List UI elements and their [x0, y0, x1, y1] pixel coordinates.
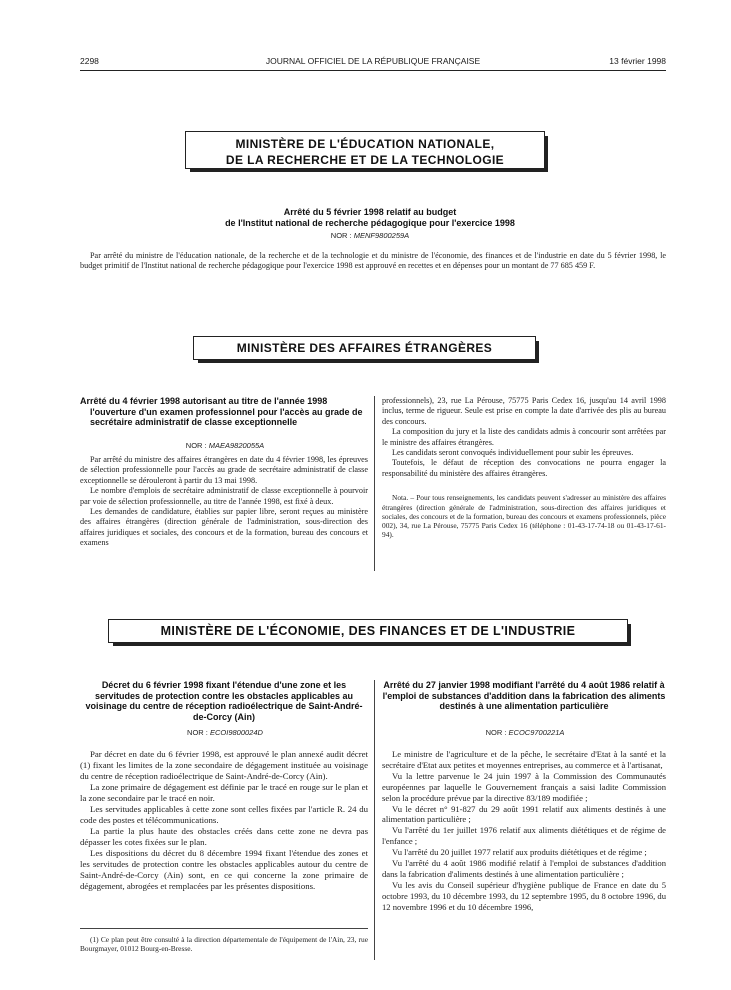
nor-label: NOR :: [485, 728, 507, 737]
nor-label: NOR :: [185, 441, 207, 450]
header-rule: [80, 70, 666, 71]
title-line-2: de l'Institut national de recherche pédagogique pour l'exercice 1998: [225, 217, 515, 228]
nor-label: NOR :: [330, 231, 352, 240]
column-divider: [374, 680, 375, 960]
paragraph: Vu l'arrêté du 20 juillet 1977 relatif aux produits diététiques et de régime ;: [392, 847, 647, 858]
paragraph: Les servitudes applicables à cette zone sont celles fixées par l'article R. 24 du code des postes et télécommunications.: [80, 804, 368, 825]
footnote-text: (1) Ce plan peut être consulté à la direction départementale de l'équipement de l'Ain, 23, rue Bourgmayer, 01012 Bourg-en-Bresse.: [80, 935, 368, 954]
nota: Nota. – Pour tous renseignements, les candidats peuvent s'adresser au ministère des affaires étrangères (direction générale de l'administration, sous-direction des affaires juridiques et sociales, des concours et de la formation, bureau des concours et examens professionnels, pièce 002), 34, rue La Pérouse, 75775 Paris Cedex 16 (téléphone : 01-43-17-74-18 ou 01-43-17-61-94).: [382, 493, 666, 540]
ministry-name: MINISTÈRE DE L'ÉCONOMIE, DES FINANCES ET DE L'INDUSTRIE: [160, 624, 576, 638]
paragraph: Vu l'arrêté du 4 août 1986 modifié relatif à l'emploi de substances d'addition dans la fabrication d'aliments destinés à une alimentation particulière ;: [382, 858, 666, 879]
title-line-1: Arrêté du 5 février 1998 relatif au budget: [283, 207, 457, 217]
footnote: [80, 935, 368, 954]
paragraph: Les demandes de candidature, établies sur papier libre, seront reçues au ministère des affaires étrangères (direction générale de l'administration, sous-direction des affaires juridiques et sociales, des concours et de la formation, bureau des concours et examens: [80, 507, 368, 548]
footnote-rule: [80, 928, 368, 929]
nor-reference: [130, 728, 320, 737]
paragraph: La zone primaire de dégagement est définie par le tracé en rouge sur le plan et la zone secondaire par le tracé en noir.: [80, 782, 368, 803]
ministry-box-economie: [108, 619, 628, 643]
page-header: [80, 56, 666, 70]
paragraph: Toutefois, le défaut de réception des convocations ne pourra engager la responsabilité du ministère des affaires étrangères.: [382, 458, 666, 478]
page-number: 2298: [80, 56, 99, 66]
journal-title: JOURNAL OFFICIEL DE LA RÉPUBLIQUE FRANÇAISE: [265, 56, 481, 66]
nor-code: ECOC9700221A: [508, 728, 565, 737]
paragraph: Vu le décret n° 91-827 du 29 août 1991 relatif aux aliments destinés à une alimentation particulière ;: [382, 803, 666, 825]
paragraph: Les dispositions du décret du 8 décembre 1994 fixant l'étendue des zones et les servitudes de protection contre les obstacles applicables autour du centre de Saint-André-de-Corcy (Ain) sont, en ce qui concerne la zone primaire de dégagement, abrogées et remplacées par les présentes dispositions.: [80, 848, 368, 891]
paragraph: La partie la plus haute des obstacles créés dans cette zone ne devra pas dépasser les cotes fixées sur le plan.: [80, 826, 368, 847]
nor-code: MAEA9820055A: [208, 441, 265, 450]
ministry-name: MINISTÈRE DES AFFAIRES ÉTRANGÈRES: [236, 341, 493, 355]
arrete-title-inrp: [130, 207, 610, 228]
examen-right-column: [382, 396, 666, 540]
paragraph: Vu l'arrêté du 1er juillet 1976 relatif aux aliments diététiques et de régime de l'enfance ;: [382, 825, 666, 847]
examen-left-column: [80, 455, 368, 549]
decret-body-corcy: [80, 749, 368, 892]
paragraph: La composition du jury et la liste des candidats admis à concourir sont arrêtées par le ministre des affaires étrangères.: [382, 427, 666, 447]
nor-reference: [430, 728, 620, 737]
paragraph: Le ministre de l'agriculture et de la pêche, le secrétaire d'Etat à la santé et la secrétaire d'Etat aux petites et moyennes entreprises, au commerce et à l'artisanat,: [382, 749, 666, 770]
nor-label: NOR :: [187, 728, 208, 737]
arrete-title-examen: Arrêté du 4 février 1998 autorisant au titre de l'année 1998 l'ouverture d'un examen professionnel pour l'accès au grade de secrétaire administratif de classe exceptionnelle: [80, 396, 363, 427]
decret-title-corcy: Décret du 6 février 1998 fixant l'étendue d'une zone et les servitudes de protection contre les obstacles applicables au voisinage du centre de réception radioélectrique de Saint-André-de-Corcy (Ain): [85, 680, 363, 722]
ministry-box-affaires-etrangeres: [193, 336, 536, 360]
paragraph: professionnels), 23, rue La Pérouse, 75775 Paris Cedex 16, jusqu'au 14 avril 1998 inclus, terme de rigueur. Seule est prise en compte la date d'arrivée des plis au bureau des concours.: [382, 396, 666, 426]
column-divider: [374, 396, 375, 571]
nor-code: MENF9800259A: [353, 231, 410, 240]
nor-reference: [130, 441, 320, 450]
nor-reference: [280, 231, 460, 240]
ministry-line-2: DE LA RECHERCHE ET DE LA TECHNOLOGIE: [225, 153, 505, 167]
arrete-title-substances: Arrêté du 27 janvier 1998 modifiant l'arrêté du 4 août 1986 relatif à l'emploi de substances d'addition dans la fabrication des aliments destinés à une alimentation particulière: [382, 680, 666, 711]
nor-code: ECOI9800024D: [209, 728, 263, 737]
paragraph: Par arrêté du ministre de l'éducation nationale, de la recherche et de la technologie et du ministre de l'économie, des finances et de l'industrie en date du 5 février 1998, le budget primitif de l'Institut national de recherche pédagogique pour l'exercice 1998 est approuvé en recettes et en dépenses pour un montant de 77 685 459 F.: [80, 251, 666, 271]
ministry-box-education: [185, 131, 545, 169]
issue-date: 13 février 1998: [609, 56, 666, 66]
arrete-body-substances: [382, 749, 666, 913]
paragraph: Vu les avis du Conseil supérieur d'hygiène publique de France en date du 5 octobre 1993, du 10 décembre 1993, du 12 septembre 1995, du 8 octobre 1996, du 12 novembre 1996 et du 10 décembre 1996,: [382, 879, 666, 912]
paragraph: Les candidats seront convoqués individuellement pour subir les épreuves.: [392, 448, 634, 458]
paragraph: Par arrêté du ministre des affaires étrangères en date du 4 février 1998, les épreuves de sélection professionnelle pour l'accès au grade de secrétaire administratif de classe exceptionnelle se dérouleront à partir du 13 mai 1998.: [80, 455, 368, 485]
paragraph: Par décret en date du 6 février 1998, est approuvé le plan annexé audit décret (1) fixant les limites de la zone secondaire de dégagement instituée au voisinage du centre de réception radioélectrique de Saint-André-de-Corcy (Ain).: [80, 749, 368, 781]
paragraph: Vu la lettre parvenue le 24 juin 1997 à la Commission des Communautés européennes par laquelle le Gouvernement français a saisi ladite Commission selon la procédure prévue par la directive 83/189 modifiée ;: [382, 770, 666, 803]
paragraph: Le nombre d'emplois de secrétaire administratif de classe exceptionnelle à pourvoir par voie de sélection professionnelle, au titre de l'année 1998, est fixé à deux.: [80, 486, 368, 506]
ministry-line-1: MINISTÈRE DE L'ÉDUCATION NATIONALE,: [235, 137, 495, 151]
arrete-body-inrp: [80, 251, 666, 272]
